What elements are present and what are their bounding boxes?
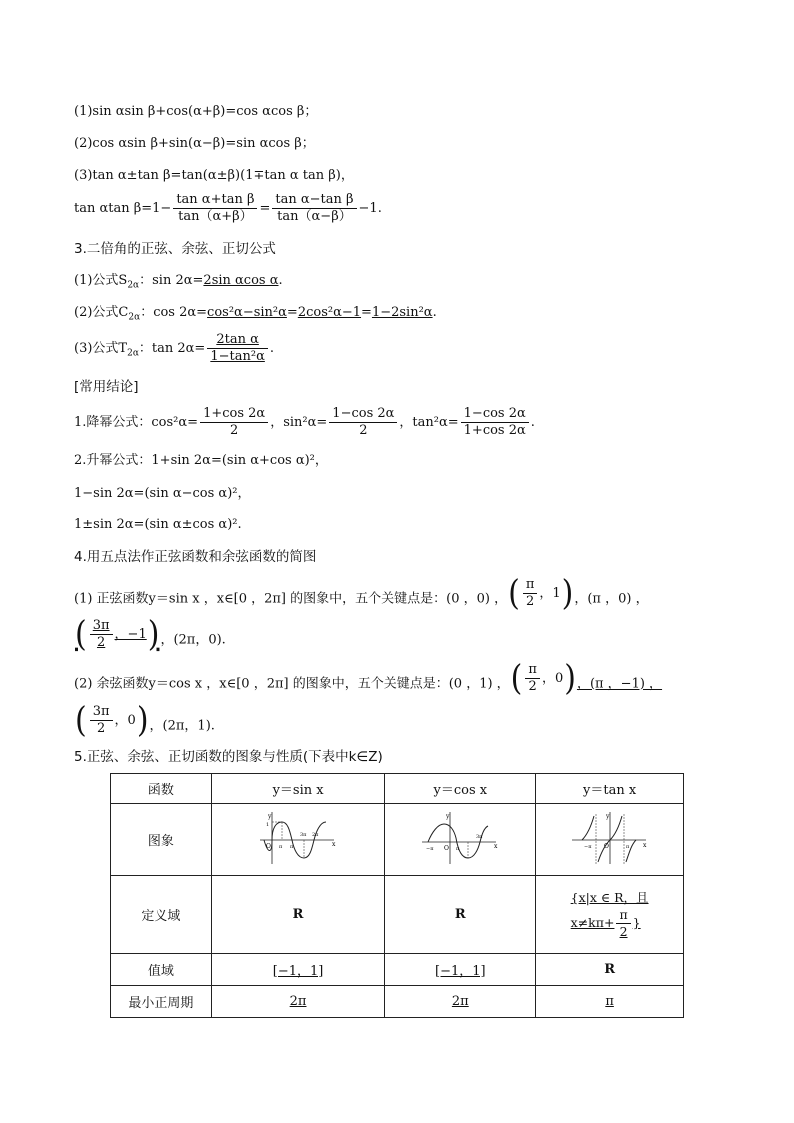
svg-text:−π: −π <box>583 843 592 850</box>
sin-key-points-line-2 <box>74 613 226 655</box>
c2a-sub: 2α <box>128 312 141 323</box>
svg-text:π: π <box>290 843 294 850</box>
cos-key-points-line-2 <box>74 699 215 741</box>
frac-den: 2 <box>528 679 537 694</box>
r1-prefix: 1.降幂公式：cos²α= <box>74 415 199 430</box>
header-cos: y＝cos x <box>385 774 536 804</box>
point-value: ，0 <box>541 670 564 686</box>
section-3-title: 3.二倍角的正弦、余弦、正切公式 <box>74 241 276 257</box>
period: . <box>278 273 283 288</box>
row-label-period: 最小正周期 <box>111 986 212 1018</box>
s2a-sub: 2α <box>127 280 140 291</box>
t2a-frac <box>207 332 268 365</box>
frac-den: 2 <box>230 423 239 438</box>
formula-4-suffix: −1. <box>358 201 382 216</box>
svg-text:y: y <box>605 812 609 820</box>
tan-domain <box>536 876 684 954</box>
frac-num: 3π <box>90 704 113 721</box>
frac-den: 2 <box>96 721 106 736</box>
sin-domain: R <box>211 876 385 954</box>
table-row-range <box>111 954 684 986</box>
frac-num: 1−cos 2α <box>461 406 529 423</box>
header-function: 函数 <box>111 774 212 804</box>
frac-den: 2 <box>525 594 535 609</box>
sin-period: 2π <box>211 986 385 1018</box>
sin-key-points-line-1 <box>74 572 649 614</box>
raise-power-formula-1: 2.升幂公式：1+sin 2α=(sin α+cos α)²， <box>74 453 328 468</box>
formula-4-prefix: tan αtan β=1− <box>74 201 172 216</box>
formula-t2a <box>74 332 274 365</box>
frac-den: 1−tan²α <box>210 349 265 364</box>
s2a-lhs: ：sin 2α= <box>139 273 204 288</box>
formula-3: (3)tan α±tan β=tan(α±β)(1∓tan α tan β)， <box>74 168 354 183</box>
common-conclusions-title: [常用结论] <box>74 379 139 395</box>
formula-4-frac-2 <box>272 192 356 225</box>
frac-den: 1+cos 2α <box>463 423 526 438</box>
frac-den: 2 <box>619 924 628 939</box>
tan-period: π <box>536 986 684 1018</box>
formula-2: (2)cos αsin β+sin(α−β)=sin αcos β； <box>74 136 315 151</box>
cos-point-2: ( $\frac{\pi}{2}$ ，0 ) <box>510 657 576 699</box>
row-label-graph: 图象 <box>111 804 212 876</box>
frac-num: 3π <box>90 618 113 635</box>
equals: = <box>259 201 271 216</box>
frac-num: π <box>525 662 540 679</box>
formula-4-frac-1 <box>173 192 257 225</box>
table-row-period <box>111 986 684 1018</box>
point-value: ，1 <box>539 585 561 601</box>
period: . <box>530 415 535 430</box>
frac-num: 1−cos 2α <box>329 406 397 423</box>
equals: = <box>361 305 372 320</box>
s2a-answer: 2sin αcos α <box>203 273 279 288</box>
point-value: ，0 <box>114 712 136 728</box>
r1-frac-2 <box>329 406 397 439</box>
trig-properties-table <box>110 773 684 1018</box>
t2a-sub: 2α <box>127 348 139 359</box>
svg-text:x: x <box>494 842 498 850</box>
frac-num: π <box>616 907 630 924</box>
cos-key-points-text: (2) 余弦函数y＝cos x ，x∈[0 ，2π] 的图象中，五个关键点是：(0 ，1) ， <box>74 676 510 692</box>
tangent-graph-image <box>570 810 650 866</box>
c2a-answer-2: 2cos²α−1 <box>297 305 362 320</box>
section-4-title: 4.用五点法作正弦函数和余弦函数的简图 <box>74 549 317 565</box>
tan-domain-line-2: x≠kπ+ <box>570 915 615 930</box>
frac-num: 2tan α <box>207 332 268 349</box>
c2a-answer-3: 1−2sin²α <box>371 305 433 320</box>
period: . <box>269 341 274 356</box>
t2a-lhs: ：tan 2α= <box>138 341 206 356</box>
c2a-lhs: ：cos 2α= <box>140 305 208 320</box>
t2a-label: (3)公式T <box>74 341 128 356</box>
sin-point-3: ，(π ，0) ， <box>574 591 649 607</box>
svg-text:y: y <box>268 812 272 820</box>
formula-s2a <box>74 272 283 295</box>
header-tan: y＝tan x <box>536 774 684 804</box>
tan-graph-cell <box>536 804 684 876</box>
r1-mid-1: ，sin²α= <box>270 415 328 430</box>
formula-4 <box>74 192 382 225</box>
frac-num: tan α−tan β <box>272 192 356 209</box>
raise-power-formula-3: 1±sin 2α=(sin α±cos α)². <box>74 517 242 532</box>
cos-key-points-line-1 <box>74 657 663 699</box>
sin-point-4: ( $\frac{3\pi}{2}$ ，−1 ) <box>75 613 160 655</box>
table-header-row <box>111 774 684 804</box>
tan-domain-line-1: {x|x ∈ R，且 <box>570 890 649 905</box>
sin-graph-cell <box>211 804 385 876</box>
sine-graph-image <box>258 810 338 866</box>
svg-text:2π: 2π <box>312 831 319 838</box>
svg-text:x: x <box>332 840 336 848</box>
svg-text:O: O <box>444 844 450 852</box>
c2a-answer-1: cos²α−sin²α <box>207 305 287 320</box>
header-sin: y＝sin x <box>211 774 385 804</box>
table-row-domain <box>111 876 684 954</box>
svg-text:1: 1 <box>266 821 270 828</box>
row-label-range: 值域 <box>111 954 212 986</box>
frac-num: tan α+tan β <box>173 192 257 209</box>
cos-domain: R <box>385 876 536 954</box>
point-value: ，−1 <box>114 626 147 642</box>
cos-point-4: ( $\frac{3\pi}{2}$ ，0 ) <box>75 699 149 741</box>
frac-num: π <box>523 577 538 594</box>
frac-den: tan（α−β） <box>277 209 352 224</box>
r1-frac-1 <box>200 406 268 439</box>
svg-text:y: y <box>446 812 450 820</box>
formula-1: (1)sin αsin β+cos(α+β)=cos αcos β； <box>74 104 318 119</box>
frac-den: tan（α+β） <box>178 209 253 224</box>
sin-point-2: ( $\frac{\pi}{2}$ ，1 ) <box>508 572 574 614</box>
frac-den: 2 <box>96 635 106 650</box>
section-5-title: 5.正弦、余弦、正切函数的图象与性质(下表中k∈Z) <box>74 749 383 765</box>
sin-point-5: ，(2π，0). <box>160 632 226 648</box>
cos-period: 2π <box>385 986 536 1018</box>
equals: = <box>286 305 298 320</box>
cosine-graph-image <box>420 810 500 866</box>
tan-range: R <box>536 954 684 986</box>
svg-text:π: π <box>625 843 629 850</box>
r1-mid-2: ，tan²α= <box>399 415 459 430</box>
svg-text:π: π <box>456 845 460 852</box>
period: . <box>432 305 437 320</box>
svg-text:π: π <box>279 843 283 850</box>
tan-domain-end: } <box>632 915 641 930</box>
c2a-label: (2)公式C <box>74 305 129 320</box>
cos-range: [−1，1] <box>385 954 536 986</box>
svg-text:O: O <box>266 842 271 850</box>
s2a-label: (1)公式S <box>74 273 128 288</box>
cos-point-5: ，(2π，1). <box>149 718 215 734</box>
r1-frac-3 <box>461 406 529 439</box>
table-row-graph <box>111 804 684 876</box>
reduce-power-formula <box>74 406 535 439</box>
raise-power-formula-2: 1−sin 2α=(sin α−cos α)²， <box>74 486 251 501</box>
svg-text:3π: 3π <box>300 831 307 838</box>
svg-text:O: O <box>603 842 609 850</box>
svg-text:−π: −π <box>426 845 434 852</box>
row-label-domain: 定义域 <box>111 876 212 954</box>
svg-text:3π: 3π <box>476 833 483 840</box>
svg-text:x: x <box>642 841 646 849</box>
formula-c2a <box>74 304 437 327</box>
sin-range: [−1，1] <box>211 954 385 986</box>
frac-num: 1+cos 2α <box>200 406 268 423</box>
cos-graph-cell <box>385 804 536 876</box>
sin-key-points-text: (1) 正弦函数y＝sin x ，x∈[0 ，2π] 的图象中，五个关键点是：(0 ，0) ， <box>74 591 508 607</box>
frac-den: 2 <box>359 423 368 438</box>
cos-point-3: ，(π ，−1) ， <box>576 676 663 692</box>
